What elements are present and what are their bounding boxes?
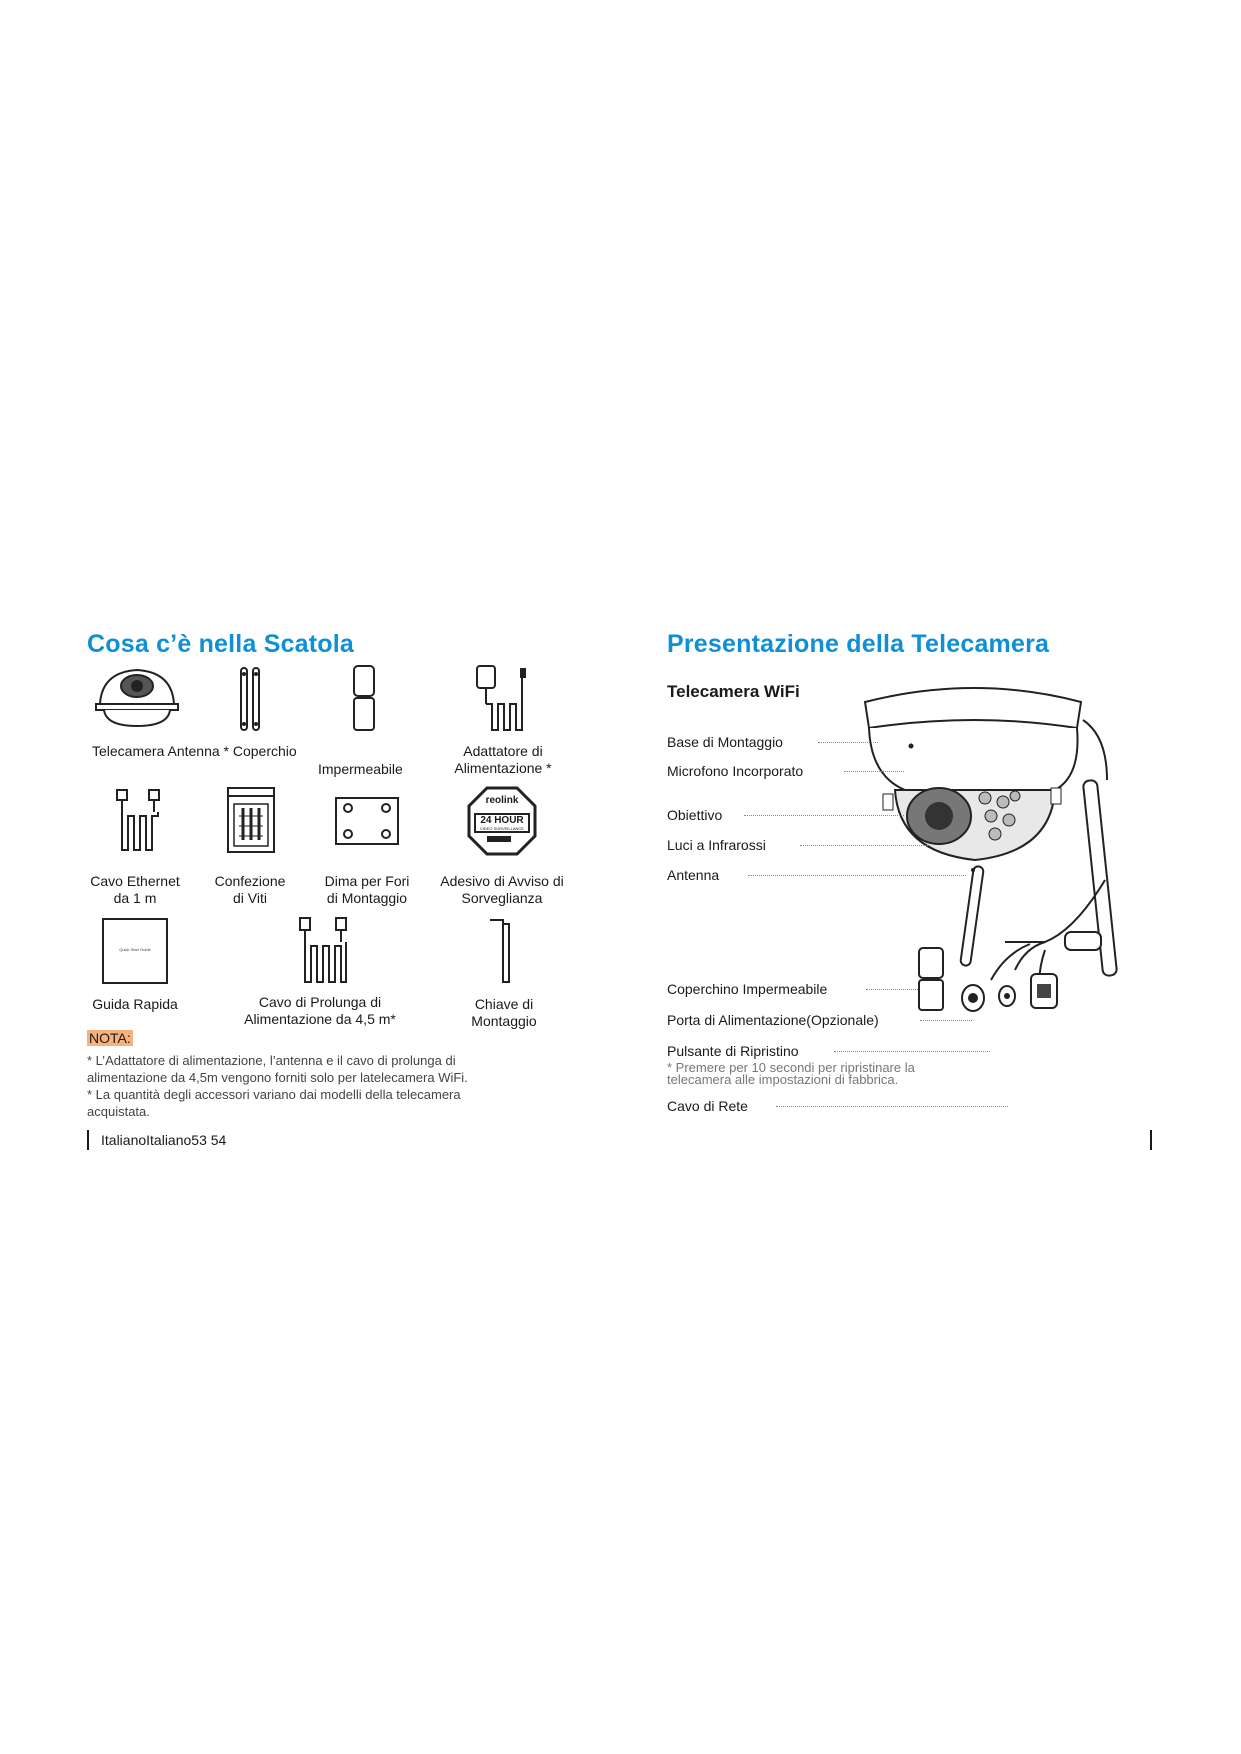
section-title-box-contents: Cosa c’è nella Scatola (87, 630, 355, 658)
note-line-1: * L’Adattatore di alimentazione, l’antenna e il cavo di prolunga di (87, 1053, 456, 1068)
note-line-3: * La quantità degli accessori variano dai modelli della telecamera (87, 1087, 461, 1102)
item-label-ethernet-cable: Cavo Ethernet da 1 m (90, 873, 180, 906)
label-microphone: Microfono Incorporato (667, 763, 804, 779)
waterproof-cover-icon (351, 664, 377, 732)
dome-camera-icon (92, 664, 182, 730)
reset-note-line-2: telecamera alle impostazioni di fabbrica. (667, 1072, 899, 1087)
note-line-2: alimentazione da 4,5m vengono forniti solo per latelecamera WiFi. (87, 1070, 468, 1085)
item-label-waterproof: Impermeabile (318, 761, 403, 777)
item-label-power-adapter: Adattatore di Alimentazione * (454, 743, 552, 776)
leader-line-reset-button (834, 1051, 990, 1052)
leader-line-mounting-base (818, 742, 878, 743)
leader-line-infrared-lights (800, 845, 930, 846)
allen-key-icon (487, 916, 517, 986)
leader-line-microphone (844, 771, 904, 772)
leader-line-power-port (920, 1020, 972, 1021)
camera-model-subtitle: Telecamera WiFi (667, 682, 800, 701)
note-block (87, 1030, 468, 1120)
item-label-quick-guide: Guida Rapida (92, 996, 178, 1012)
camera-diagram (855, 680, 1155, 1030)
mounting-template-icon (334, 796, 400, 846)
ethernet-cable-icon (113, 788, 167, 854)
label-mounting-base: Base di Montaggio (667, 734, 783, 750)
leader-line-antenna (748, 875, 966, 876)
label-power-port: Porta di Alimentazione(Opzionale) (667, 1012, 879, 1028)
item-label-surveillance-sticker: Adesivo di Avviso di Sorveglianza (440, 873, 564, 906)
item-label-extension-cable: Cavo di Prolunga di Alimentazione da 4,5 m* (244, 994, 396, 1027)
footer-bar-right (1150, 1130, 1152, 1150)
item-label-mounting-template: Dima per Fori di Montaggio (324, 873, 410, 906)
label-reset-button: Pulsante di Ripristino (667, 1043, 799, 1059)
power-adapter-icon (473, 664, 531, 734)
note-line-4: acquistata. (87, 1104, 150, 1119)
extension-cable-icon (296, 916, 352, 986)
item-label-allen-key: Chiave di Montaggio (471, 996, 537, 1029)
screws-pack-icon (225, 786, 277, 854)
sticker-small-text: VIDEO SURVEILLANCE (480, 826, 524, 831)
leader-line-waterproof-cap (866, 989, 918, 990)
surveillance-sticker-icon (467, 786, 537, 856)
quick-guide-icon (102, 918, 168, 984)
antenna-icon (238, 664, 262, 734)
leader-line-network-cable (776, 1106, 1008, 1107)
reset-note-line-1: * Premere per 10 secondi per ripristinare la (667, 1060, 915, 1075)
label-antenna: Antenna (667, 867, 720, 883)
note-title: NOTA: (89, 1030, 131, 1046)
footer-bar-left (87, 1130, 89, 1150)
footer-page-numbers: ItalianoItaliano53 54 (101, 1132, 227, 1148)
label-waterproof-cap: Coperchino Impermeabile (667, 981, 828, 997)
item-label-screws: Confezione di Viti (214, 873, 286, 906)
leader-line-lens (744, 815, 904, 816)
sticker-brand-text: reolink (485, 795, 519, 806)
section-title-camera-overview: Presentazione della Telecamera (667, 630, 1050, 658)
label-infrared-lights: Luci a Infrarossi (667, 837, 766, 853)
sticker-big-text: 24 HOUR (480, 815, 524, 826)
quick-guide-cover-text: Quick Start Guide (119, 947, 151, 952)
label-network-cable: Cavo di Rete (667, 1098, 748, 1114)
item-label-camera-antenna-cover: Telecamera Antenna * Coperchio (92, 743, 297, 759)
label-lens: Obiettivo (667, 807, 723, 823)
